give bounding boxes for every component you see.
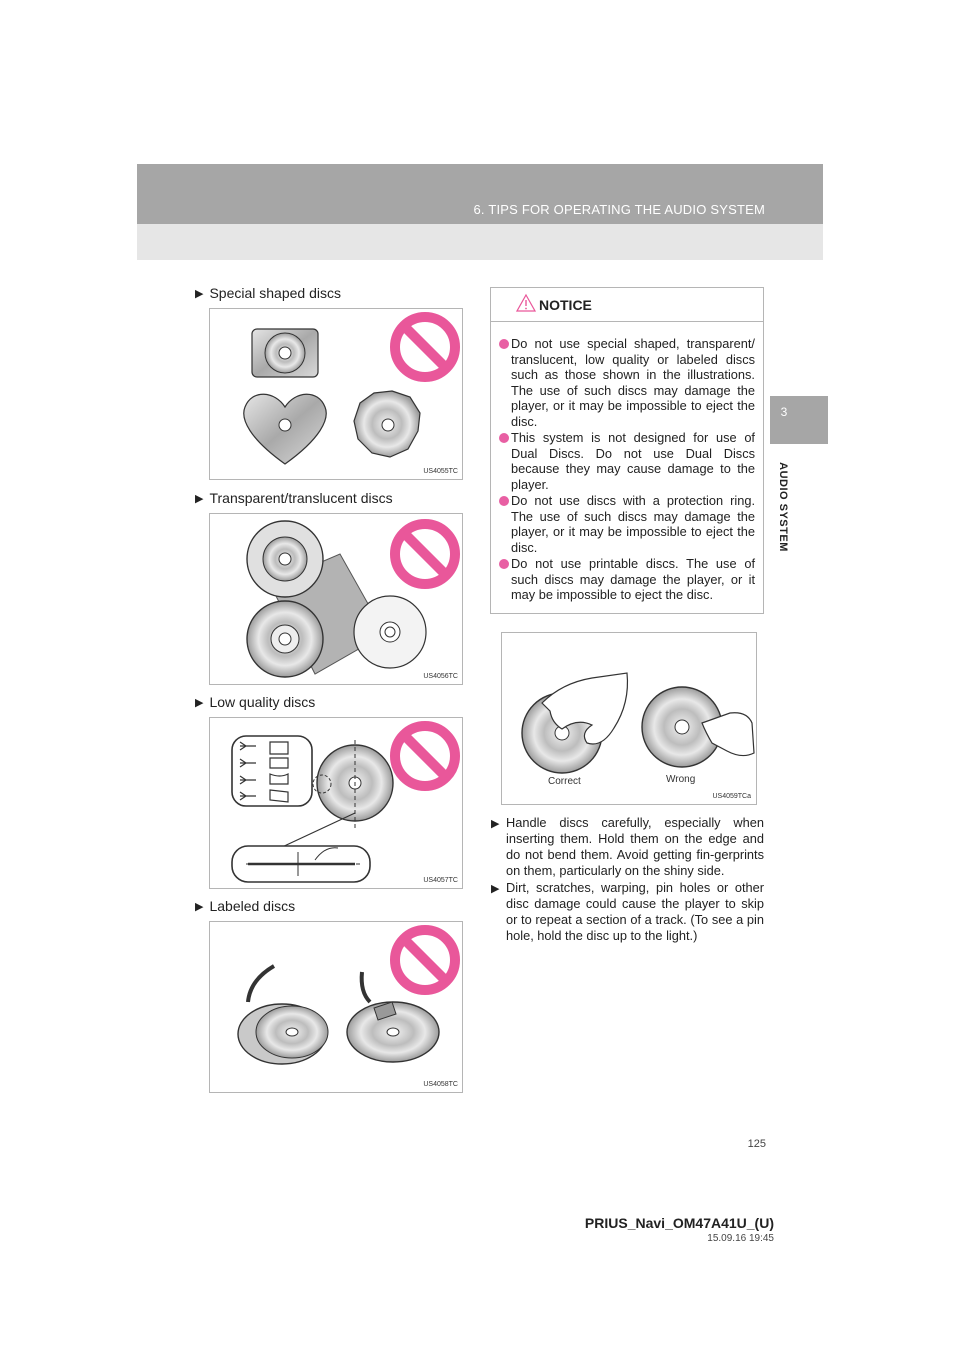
figure-code: US4058TC bbox=[423, 1081, 458, 1088]
arrow-icon: ▶ bbox=[195, 288, 204, 300]
notice-list bbox=[491, 322, 763, 603]
triangle-bullet-icon: ▶ bbox=[491, 818, 500, 830]
item-label-low-quality: ▶ Low quality discs bbox=[195, 694, 316, 710]
notice-item: Do not use special shaped, transparent/ translucent, low quality or labeled discs such as those shown in the illustrations. The use of such discs may damage the player, or it may be impossible to eject the disc. bbox=[499, 336, 755, 429]
figure-special-shaped-discs bbox=[209, 308, 463, 480]
caption-wrong: Wrong bbox=[666, 774, 696, 785]
notice-title: NOTICE bbox=[539, 297, 592, 313]
figure-disc-handling bbox=[501, 632, 757, 805]
chapter-label: AUDIO SYSTEM bbox=[777, 462, 789, 552]
notice-item: Do not use printable discs. The use of such discs may damage the player, or it may be impossible to eject the disc. bbox=[499, 556, 755, 603]
chapter-tab bbox=[770, 396, 828, 444]
notice-header bbox=[491, 288, 763, 322]
handling-bullets bbox=[491, 815, 764, 945]
bullet-icon bbox=[499, 559, 509, 569]
header-bar bbox=[137, 164, 823, 224]
figure-code: US4057TC bbox=[423, 877, 458, 884]
notice-box bbox=[490, 287, 764, 614]
page-number: 125 bbox=[747, 1138, 766, 1150]
item-label-special-shaped: ▶ Special shaped discs bbox=[195, 285, 341, 301]
chapter-number: 3 bbox=[780, 405, 788, 419]
notice-item: This system is not designed for use of Dual Discs. Do not use Dual Discs because they may cause damage to the player. bbox=[499, 430, 755, 492]
bullet-icon bbox=[499, 339, 509, 349]
bullet-icon bbox=[499, 496, 509, 506]
arrow-icon: ▶ bbox=[195, 697, 204, 709]
figure-code: US4059TCa bbox=[712, 793, 751, 800]
document-timestamp: 15.09.16 19:45 bbox=[707, 1233, 774, 1244]
caption-correct: Correct bbox=[548, 776, 581, 787]
arrow-icon: ▶ bbox=[195, 901, 204, 913]
bullet-item: ▶ Dirt, scratches, warping, pin holes or other disc damage could cause the player to skip or to repeat a section of a track. (To see a pin hole, hold the disc up to the light.) bbox=[491, 880, 764, 943]
notice-item: Do not use discs with a protection ring. The use of such discs may damage the player, or it may be impossible to eject the disc. bbox=[499, 493, 755, 555]
document-id: PRIUS_Navi_OM47A41U_(U) bbox=[584, 1215, 774, 1231]
warning-icon bbox=[516, 293, 536, 313]
figure-low-quality-discs bbox=[209, 717, 463, 889]
item-label-transparent: ▶ Transparent/translucent discs bbox=[195, 490, 393, 506]
figure-code: US4055TC bbox=[423, 468, 458, 475]
figure-code: US4056TC bbox=[423, 673, 458, 680]
bullet-item: ▶ Handle discs carefully, especially when inserting them. Hold them on the edge and do not bend them. Avoid getting fin-gerprints on them, particularly on the shiny side. bbox=[491, 815, 764, 878]
figure-transparent-discs bbox=[209, 513, 463, 685]
bullet-icon bbox=[499, 433, 509, 443]
figure-labeled-discs bbox=[209, 921, 463, 1093]
arrow-icon: ▶ bbox=[195, 493, 204, 505]
section-title: 6. TIPS FOR OPERATING THE AUDIO SYSTEM bbox=[473, 202, 765, 217]
triangle-bullet-icon: ▶ bbox=[491, 883, 500, 895]
header-subbar bbox=[137, 224, 823, 260]
prohibition-icon bbox=[395, 317, 455, 377]
item-label-labeled: ▶ Labeled discs bbox=[195, 898, 296, 914]
